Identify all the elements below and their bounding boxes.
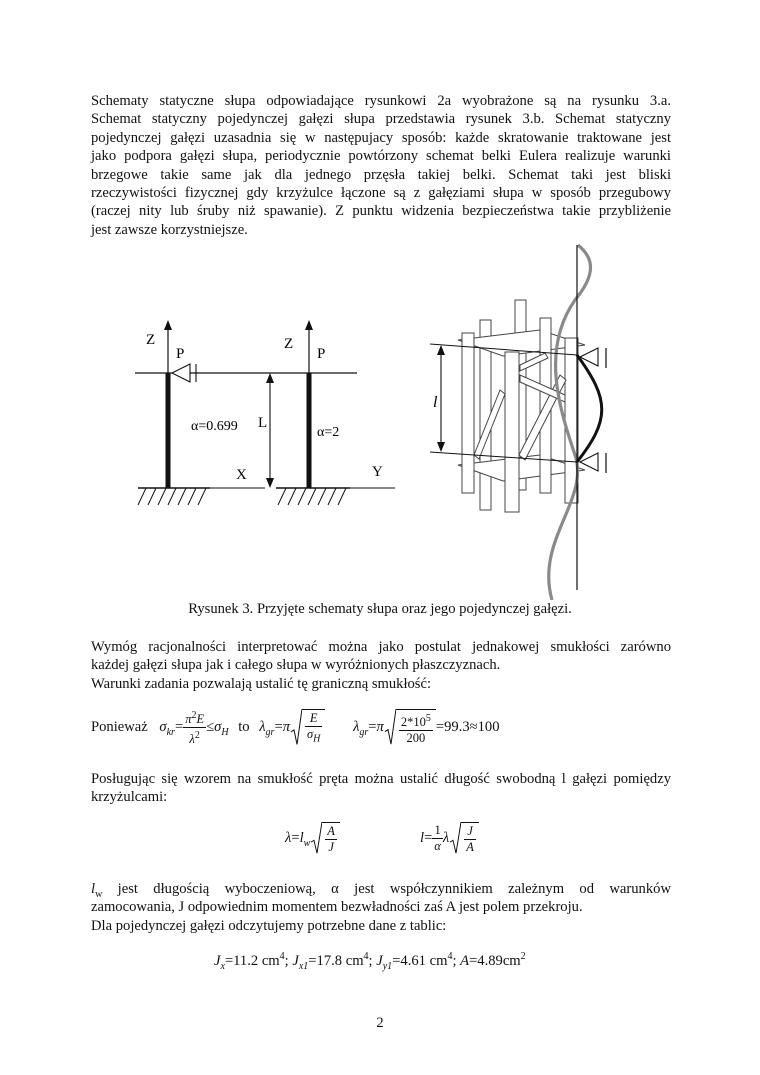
jx-value: =11.2 cm bbox=[224, 952, 280, 969]
text-line: krzyżulcami: bbox=[91, 789, 168, 806]
right-p-label: P bbox=[317, 346, 326, 362]
left-z-arrowhead bbox=[164, 320, 172, 330]
buckling-halfwave bbox=[577, 355, 602, 462]
length-label: L bbox=[258, 415, 268, 431]
left-p-label: P bbox=[176, 346, 185, 362]
text-line: Warunki zadania pozwalają ustalić tę graniczną smukłość: bbox=[91, 675, 432, 692]
right-ground-hatch bbox=[278, 488, 346, 505]
left-pin-support bbox=[172, 364, 190, 382]
figure-caption: Rysunek 3. Przyjęte schematy słupa oraz jego pojedynczej gałęzi. bbox=[188, 601, 572, 617]
text-line: jako podpora gałęzi słupa, periodycznie powtórzony schemat belki Eulera realizuje warunki bbox=[91, 148, 671, 165]
eq-value-den: 200 bbox=[406, 731, 426, 746]
text-line: Wymóg racjonalności interpretować można jako postulat jednakowej smukłości zarówno bbox=[91, 639, 671, 655]
branch-length-label: l bbox=[433, 394, 438, 411]
x-axis-label: X bbox=[236, 467, 247, 483]
page-number: 2 bbox=[376, 1015, 384, 1031]
jx1-value: =17.8 cm bbox=[308, 952, 364, 969]
eq-result: =99.3≈100 bbox=[435, 719, 500, 735]
text-line: Schematy statyczne słupa odpowiadające rysunkowi 2a wyobrażone są na rysunku 3.a. bbox=[91, 93, 671, 109]
text-line: Schemat statyczny pojedynczej gałęzi słupa przedstawia rysunek 3.b. Schemat statyczny bbox=[91, 111, 671, 128]
eq-lead: Ponieważ bbox=[91, 719, 148, 735]
length-formula: l= $\frac{1}{\alpha}$ λ $\frac{J}{A}$ bbox=[420, 822, 479, 855]
text-line: rzeczywistości fizycznej gdy krzyżulce łączone są z gałęziami słupa w sposób przegubowy bbox=[91, 185, 671, 202]
text-line: brzegowe takie same jak dla jednego przęsła takiej belki. Schemat taki jest bliski bbox=[91, 166, 671, 183]
rationality-paragraph bbox=[91, 638, 671, 656]
area-value: =4.89cm bbox=[469, 952, 521, 969]
lambda-formula: $\lambda=l_w$ $\frac{A}{J}$ bbox=[285, 822, 340, 855]
eq-value-exp: 5 bbox=[425, 713, 431, 725]
text-line: (raczej nity lub śruby niż spawanie). Z punktu widzenia bezpieczeństwa takie przybliżenie bbox=[91, 203, 671, 220]
left-ground-hatch bbox=[138, 488, 206, 505]
text-line: pojedynczej gałęzi uzasadnia się w następujacy sposób: każde skratowanie traktowane jest bbox=[91, 129, 671, 146]
eq-to: to bbox=[238, 719, 250, 735]
left-z-label: Z bbox=[146, 332, 156, 348]
lattice-column-drawing bbox=[458, 300, 585, 512]
left-alpha-label: α=0.699 bbox=[191, 419, 238, 434]
y-axis-label: Y bbox=[372, 464, 383, 480]
text-line: jest długością wyboczeniową, α jest współczynnikiem zależnym od warunków bbox=[117, 881, 671, 897]
section-properties: $J_x=11.2$ $cm^4$; $J_{x1}=17.8$ $cm^4$; $J_{y1}=4.61$ $cm^4$; $A=4.89cm^2$ bbox=[214, 951, 526, 972]
right-z-label: Z bbox=[284, 336, 294, 352]
text-line: Dla pojedynczej gałęzi odczytujemy potrzebne dane z tablic: bbox=[91, 917, 447, 934]
jy1-value: =4.61 cm bbox=[392, 952, 448, 969]
text-line: zamocowania, J odpowiednim momentem bezwładności zaś A jest polem przekroju. bbox=[91, 899, 583, 916]
right-z-arrowhead bbox=[305, 320, 313, 330]
slenderness-equation: Ponieważ $\sigma_{kr}=$ $\frac{\pi^2E}{\lambda^2}$ $\le\sigma_H$ to $\lambda_{gr}=\pi$ $\frac{E}{\sigma_H}$ $\lambda_{gr}=\pi$ $\frac{2*10^5}{200}$ =99.3≈100 bbox=[91, 710, 500, 747]
text-line: każdej gałęzi słupa jak i całego słupa w wyróżnionych płaszczyznach. bbox=[91, 657, 501, 674]
right-alpha-label: α=2 bbox=[317, 425, 340, 440]
eq-value-num: 2*10 bbox=[400, 715, 426, 730]
free-length-paragraph bbox=[91, 770, 671, 788]
intro-last-line: jest zawsze korzystniejsze. bbox=[91, 221, 248, 238]
definitions-paragraph: $l_w$ jest długością wyboczeniową, α jest współczynnikiem zależnym od warunków bbox=[91, 881, 671, 900]
text-line: Posługując się wzorem na smukłość pręta można ustalić długość swobodną l gałęzi pomiędzy bbox=[91, 771, 671, 787]
